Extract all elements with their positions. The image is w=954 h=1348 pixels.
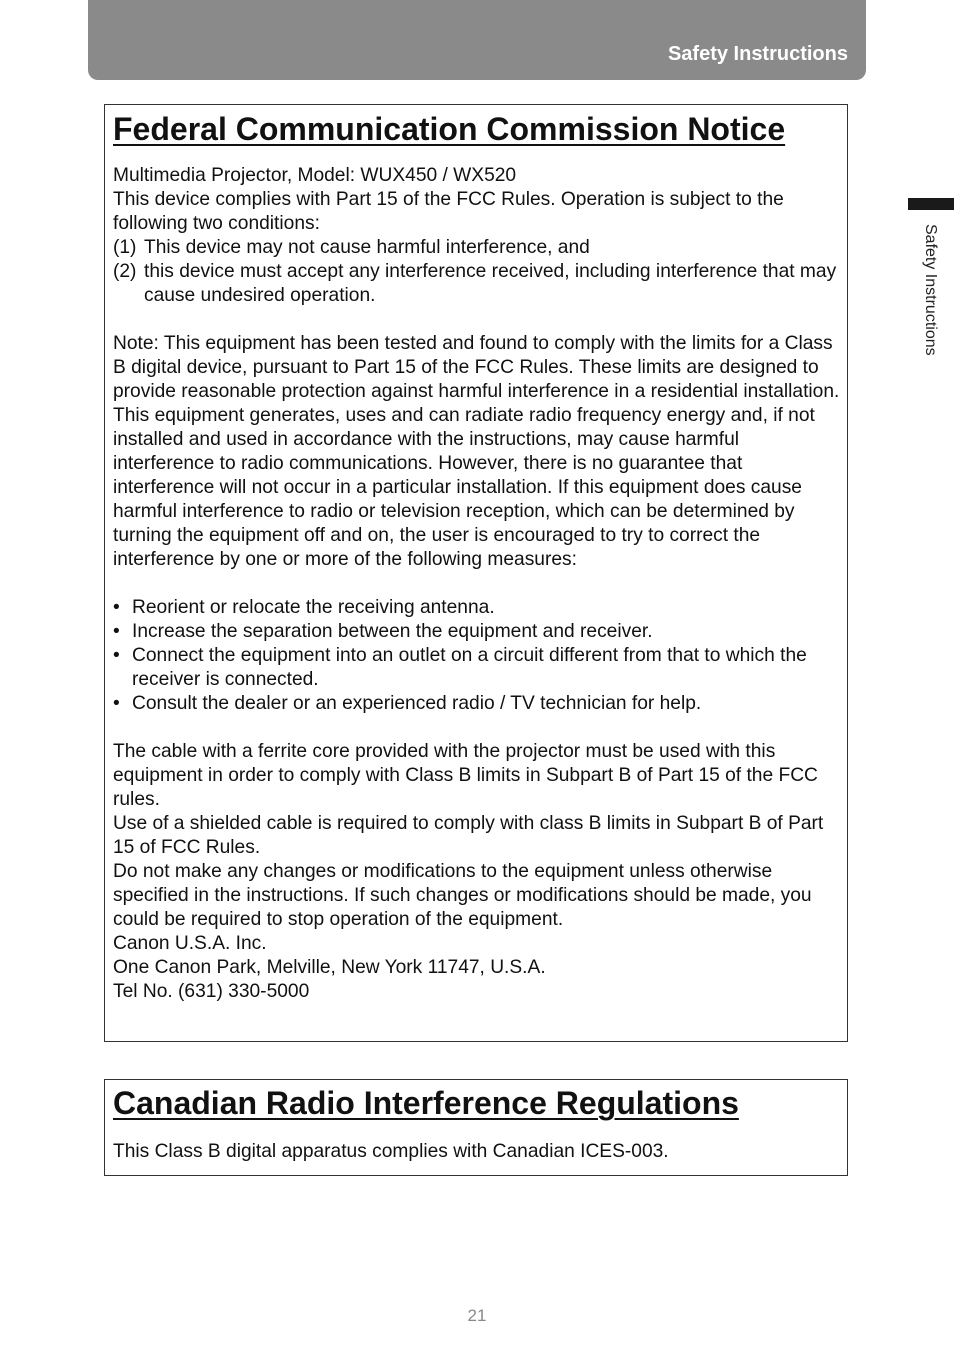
measure-text: Connect the equipment into an outlet on a circuit different from that to which the receiver is connected. xyxy=(132,645,807,690)
side-tab-label: Safety Instructions xyxy=(922,224,939,356)
bullet-icon: • xyxy=(113,645,120,666)
modifications-paragraph: Do not make any changes or modifications to the equipment unless otherwise specified in the instructions. If such changes or modifications should be made, you could be required to stop operation of the equipment. xyxy=(113,861,812,930)
condition-number: (2) xyxy=(113,261,137,282)
measure-item xyxy=(113,692,841,716)
fcc-notice-heading: Federal Communication Commission Notice xyxy=(113,111,786,147)
canada-regulations-box xyxy=(104,1079,848,1176)
condition-item xyxy=(113,260,841,308)
measure-text: Reorient or relocate the receiving antenna. xyxy=(132,597,495,618)
model-line: Multimedia Projector, Model: WUX450 / WX520 xyxy=(113,165,517,186)
shielded-paragraph: Use of a shielded cable is required to comply with class B limits in Subpart B of Part 15 of FCC Rules. xyxy=(113,813,824,858)
measure-text: Increase the separation between the equipment and receiver. xyxy=(132,621,653,642)
side-tab-marker xyxy=(908,198,954,210)
company-address: One Canon Park, Melville, New York 11747, U.S.A. xyxy=(113,957,546,978)
compliance-statement: This device complies with Part 15 of the FCC Rules. Operation is subject to the following two conditions: xyxy=(113,189,784,234)
company-name: Canon U.S.A. Inc. xyxy=(113,933,267,954)
section-title: Safety Instructions xyxy=(667,43,848,65)
condition-text: This device may not cause harmful interference, and xyxy=(144,237,590,258)
measure-item xyxy=(113,620,841,644)
ferrite-paragraph: The cable with a ferrite core provided with the projector must be used with this equipment in order to comply with Class B limits in Subpart B of Part 15 of the FCC rules. xyxy=(113,741,818,810)
note-paragraph: Note: This equipment has been tested and found to comply with the limits for a Class B digital device, pursuant to Part 15 of the FCC Rules. These limits are designed to provide reasonable protection against harmful interference in a residential installation. This equipment generates, uses and can radiate radio frequency energy and, if not installed and used in accordance with the instructions, may cause harmful interference to radio communications. However, there is no guarantee that interference will not occur in a particular installation. If this equipment does cause harmful interference to radio or television reception, which can be determined by turning the equipment off and on, the user is encouraged to try to correct the interference by one or more of the following measures: xyxy=(113,333,840,570)
canada-regulations-heading: Canadian Radio Interference Regulations xyxy=(113,1085,739,1121)
fcc-notice-box xyxy=(104,104,848,1042)
page-number: 21 xyxy=(467,1306,487,1325)
bullet-icon: • xyxy=(113,597,120,618)
fcc-notice-body xyxy=(113,164,841,1004)
canada-regulations-body xyxy=(113,1140,841,1164)
bullet-icon: • xyxy=(113,693,120,714)
measure-item xyxy=(113,596,841,620)
bullet-icon: • xyxy=(113,621,120,642)
condition-item xyxy=(113,236,841,260)
condition-number: (1) xyxy=(113,237,137,258)
condition-text: this device must accept any interference received, including interference that may cause undesired operation. xyxy=(144,261,837,306)
company-phone: Tel No. (631) 330-5000 xyxy=(113,981,310,1002)
measure-text: Consult the dealer or an experienced radio / TV technician for help. xyxy=(132,693,702,714)
header-bar xyxy=(88,0,866,80)
measure-item xyxy=(113,644,841,692)
canada-statement: This Class B digital apparatus complies with Canadian ICES-003. xyxy=(113,1141,669,1162)
